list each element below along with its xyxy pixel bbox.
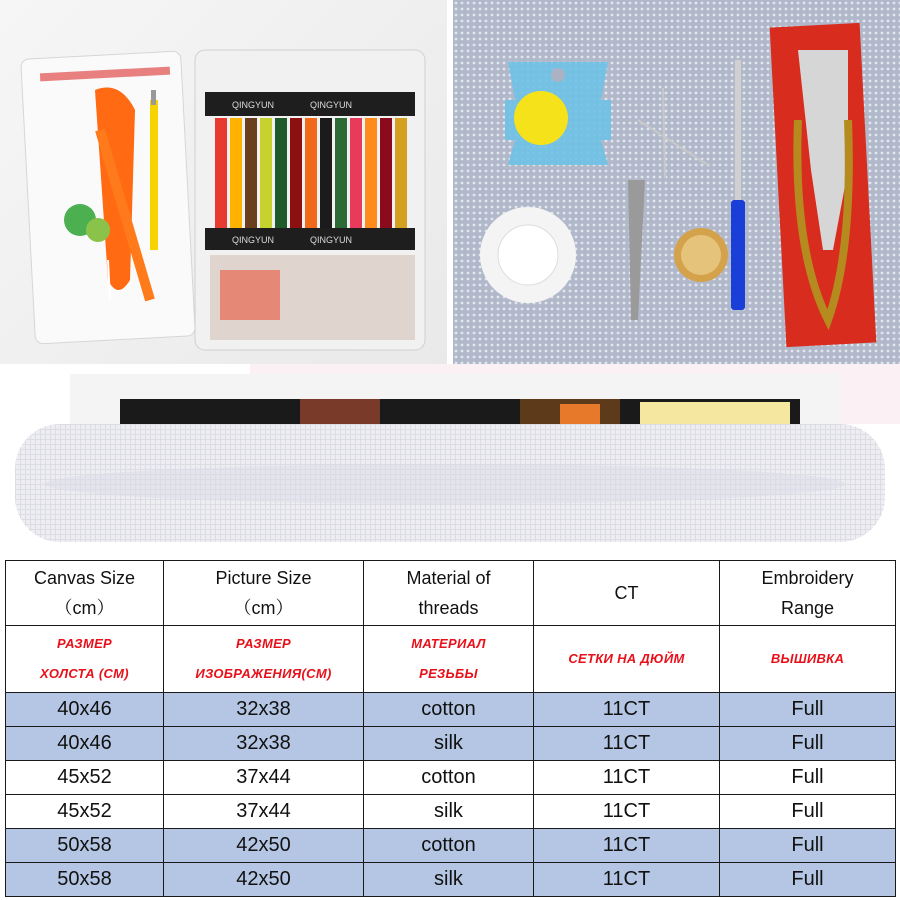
cell-range: Full bbox=[720, 863, 896, 897]
cell-material: silk bbox=[364, 727, 534, 761]
header-text: Canvas Size bbox=[33, 568, 136, 588]
cell-picture-size: 37x44 bbox=[164, 761, 364, 795]
cell-range: Full bbox=[720, 829, 896, 863]
table-row bbox=[6, 829, 896, 863]
cell-canvas-size: 40x46 bbox=[6, 727, 164, 761]
cell-material: cotton bbox=[364, 829, 534, 863]
cell-range: Full bbox=[720, 795, 896, 829]
cell-ct: 11CT bbox=[534, 727, 720, 761]
cell-canvas-size: 50x58 bbox=[6, 863, 164, 897]
brand-text: QINGYUN bbox=[232, 100, 275, 110]
table-row bbox=[6, 761, 896, 795]
header-embroidery-range bbox=[720, 561, 896, 626]
cell-material: cotton bbox=[364, 761, 534, 795]
cell-canvas-size: 40x46 bbox=[6, 693, 164, 727]
tools-illustration bbox=[453, 0, 900, 370]
header-ru-picture-size bbox=[164, 626, 364, 693]
header-text: Picture Size bbox=[215, 568, 312, 588]
cell-ct: 11CT bbox=[534, 761, 720, 795]
cell-canvas-size: 45x52 bbox=[6, 795, 164, 829]
cell-material: silk bbox=[364, 795, 534, 829]
brand-text: QINGYUN bbox=[232, 235, 275, 245]
cell-ct: 11CT bbox=[534, 693, 720, 727]
cell-material: cotton bbox=[364, 693, 534, 727]
cell-range: Full bbox=[720, 693, 896, 727]
header-row-ru bbox=[6, 626, 896, 693]
header-text: threads bbox=[418, 598, 479, 618]
table-row bbox=[6, 863, 896, 897]
header-text: （cm） bbox=[54, 598, 115, 618]
cell-picture-size: 42x50 bbox=[164, 829, 364, 863]
cell-material: silk bbox=[364, 863, 534, 897]
cell-picture-size: 32x38 bbox=[164, 727, 364, 761]
header-picture-size bbox=[164, 561, 364, 626]
header-ru-canvas-size bbox=[6, 626, 164, 693]
header-ru-text: РАЗМЕР bbox=[235, 636, 292, 651]
tools-photo bbox=[453, 0, 900, 370]
table-row bbox=[6, 693, 896, 727]
cell-range: Full bbox=[720, 761, 896, 795]
header-ru-material bbox=[364, 626, 534, 693]
header-ru-embroidery bbox=[720, 626, 896, 693]
header-ru-text: РЕЗЬБЫ bbox=[419, 666, 478, 681]
cell-range: Full bbox=[720, 727, 896, 761]
header-ru-text: ХОЛСТА (СМ) bbox=[40, 666, 129, 681]
cell-ct: 11CT bbox=[534, 795, 720, 829]
header-ct bbox=[534, 561, 720, 626]
canvas-roll-photo bbox=[0, 364, 900, 554]
header-text: Embroidery bbox=[761, 568, 854, 588]
header-ru-text: МАТЕРИАЛ bbox=[411, 636, 486, 651]
header-ru-text: ИЗОБРАЖЕНИЯ(СМ) bbox=[195, 666, 332, 681]
cell-ct: 11CT bbox=[534, 829, 720, 863]
header-ru-ct bbox=[534, 626, 720, 693]
header-text: CT bbox=[614, 583, 639, 603]
cell-picture-size: 32x38 bbox=[164, 693, 364, 727]
cell-picture-size: 37x44 bbox=[164, 795, 364, 829]
header-canvas-size bbox=[6, 561, 164, 626]
header-row-en bbox=[6, 561, 896, 626]
header-ru-text: ВЫШИВКА bbox=[770, 651, 845, 666]
table-row bbox=[6, 727, 896, 761]
kit-bags-photo bbox=[0, 0, 447, 370]
header-material bbox=[364, 561, 534, 626]
spec-table bbox=[5, 560, 896, 897]
header-text: Material of bbox=[406, 568, 491, 588]
cell-picture-size: 42x50 bbox=[164, 863, 364, 897]
header-text: （cm） bbox=[233, 598, 294, 618]
cell-canvas-size: 45x52 bbox=[6, 761, 164, 795]
header-ru-text: РАЗМЕР bbox=[56, 636, 113, 651]
table-row bbox=[6, 795, 896, 829]
kit-bags-illustration bbox=[0, 0, 447, 370]
header-text: Range bbox=[780, 598, 835, 618]
brand-text: QINGYUN bbox=[310, 100, 353, 110]
header-ru-text: СЕТКИ НА ДЮЙМ bbox=[568, 651, 685, 666]
brand-text: QINGYUN bbox=[310, 235, 353, 245]
canvas-roll-illustration bbox=[0, 364, 900, 554]
cell-canvas-size: 50x58 bbox=[6, 829, 164, 863]
cell-ct: 11CT bbox=[534, 863, 720, 897]
